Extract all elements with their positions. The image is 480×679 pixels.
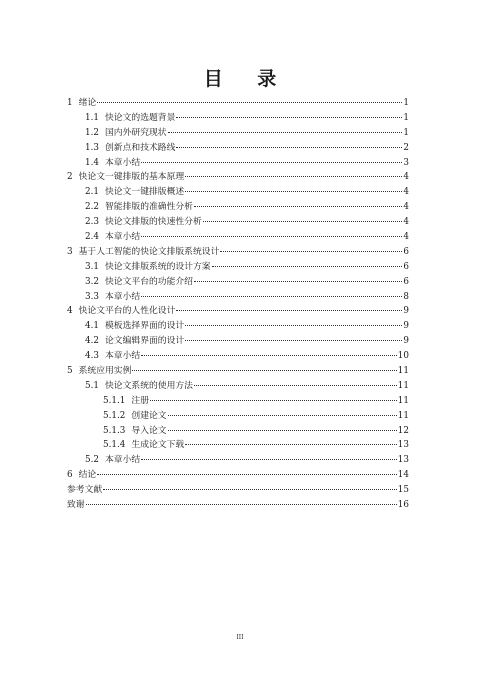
toc-entry-label: 注册 xyxy=(131,395,149,406)
toc-entry-page-number: 11 xyxy=(397,410,409,421)
toc-entry-text xyxy=(85,185,184,200)
toc-entry-label: 本章小结 xyxy=(105,157,141,168)
toc-entry-page-number: 4 xyxy=(403,232,409,243)
toc-entry[interactable] xyxy=(67,275,409,290)
toc-entry-text xyxy=(85,334,184,349)
toc-entry-page-number: 15 xyxy=(397,485,409,496)
dot-leader xyxy=(185,176,402,177)
toc-entry-label: 绪论 xyxy=(78,98,97,108)
toc-entry-text xyxy=(85,230,140,245)
toc-entry-number: 3.3 xyxy=(85,291,99,302)
toc-entry-page-number: 4 xyxy=(403,202,409,213)
toc-entry[interactable] xyxy=(67,438,409,453)
toc-entry-number: 1.2 xyxy=(85,127,99,138)
toc-entry-number: 6 xyxy=(67,470,73,481)
toc-entry[interactable] xyxy=(67,319,409,334)
toc-entry-label: 快论文排版系统的设计方案 xyxy=(105,261,211,272)
toc-entry-number: 2.2 xyxy=(85,202,99,213)
toc-entry-label: 国内外研究现状 xyxy=(105,127,167,138)
toc-entry-page-number: 13 xyxy=(397,455,409,466)
toc-entry-page-number: 11 xyxy=(397,366,409,377)
toc-entry-text xyxy=(85,275,193,290)
dot-leader xyxy=(185,191,402,192)
dot-leader xyxy=(194,281,402,282)
toc-entry[interactable] xyxy=(67,334,409,349)
toc-entry-text xyxy=(67,304,175,319)
toc-entry[interactable] xyxy=(67,498,409,513)
dot-leader xyxy=(168,132,402,133)
dot-leader xyxy=(97,474,397,475)
toc-entry[interactable] xyxy=(67,156,409,171)
toc-entry-label: 快论文一键排版概述 xyxy=(105,187,185,198)
toc-entry-text xyxy=(85,111,175,126)
dot-leader xyxy=(203,221,402,222)
dot-leader xyxy=(168,430,397,431)
toc-entry[interactable] xyxy=(67,394,409,409)
toc-entry-page-number: 6 xyxy=(403,261,409,272)
toc-entry-number: 3.2 xyxy=(85,276,99,287)
toc-entry[interactable] xyxy=(67,468,409,483)
toc-entry-text xyxy=(67,245,219,260)
toc-entry[interactable] xyxy=(67,141,409,156)
toc-entry-number: 5 xyxy=(67,366,73,377)
toc-entry-text xyxy=(103,424,167,439)
toc-entry-number: 4.2 xyxy=(85,336,99,347)
toc-entry-text xyxy=(85,215,202,230)
toc-entry-text xyxy=(67,170,184,185)
toc-entry[interactable] xyxy=(67,230,409,245)
toc-entry[interactable] xyxy=(67,170,409,185)
toc-entry-label: 本章小结 xyxy=(105,351,141,362)
dot-leader xyxy=(86,504,397,505)
dot-leader xyxy=(141,162,402,163)
toc-entry-label: 导入论文 xyxy=(131,425,167,436)
toc-entry-label: 快论文一键排版的基本原理 xyxy=(78,172,185,183)
toc-entry-number: 2.3 xyxy=(85,217,99,228)
toc-entry-number: 5.2 xyxy=(85,455,99,466)
toc-entry[interactable] xyxy=(67,215,409,230)
dot-leader xyxy=(176,147,402,148)
toc-entry-text xyxy=(85,260,211,275)
toc-entry-page-number: 12 xyxy=(397,425,409,436)
dot-leader xyxy=(185,325,402,326)
toc-entry-text xyxy=(67,364,131,379)
toc-entry-text xyxy=(85,126,167,141)
toc-entry-number: 5.1.2 xyxy=(103,410,126,421)
dot-leader xyxy=(97,102,402,103)
toc-entry[interactable] xyxy=(67,111,409,126)
table-of-contents xyxy=(67,96,409,513)
toc-entry-page-number: 6 xyxy=(403,246,409,257)
toc-entry-page-number: 2 xyxy=(403,142,409,153)
toc-entry-text xyxy=(85,379,193,394)
toc-entry[interactable] xyxy=(67,379,409,394)
dot-leader xyxy=(150,400,397,401)
toc-entry-page-number: 4 xyxy=(403,187,409,198)
toc-entry-page-number: 9 xyxy=(403,336,409,347)
toc-entry-page-number: 1 xyxy=(403,127,409,138)
dot-leader xyxy=(220,251,402,252)
toc-entry-number: 1 xyxy=(67,98,73,108)
toc-entry-number: 5.1.4 xyxy=(103,440,126,451)
dot-leader xyxy=(176,310,402,311)
toc-entry-page-number: 14 xyxy=(397,470,409,481)
toc-entry-label: 快论文平台的人性化设计 xyxy=(78,306,176,317)
toc-entry-text xyxy=(85,141,175,156)
toc-entry-label: 创新点和技术路线 xyxy=(105,142,176,153)
toc-entry-text xyxy=(67,468,96,483)
toc-entry[interactable] xyxy=(67,364,409,379)
dot-leader xyxy=(194,206,402,207)
toc-entry[interactable] xyxy=(67,409,409,424)
toc-entry-label: 基于人工智能的快论文排版系统设计 xyxy=(78,246,220,257)
toc-entry-number: 3 xyxy=(67,246,73,257)
toc-entry[interactable] xyxy=(67,304,409,319)
dot-leader xyxy=(141,355,397,356)
toc-entry-text xyxy=(85,349,140,364)
toc-entry[interactable] xyxy=(67,424,409,439)
toc-entry[interactable] xyxy=(67,96,409,111)
toc-entry-text xyxy=(103,394,149,409)
dot-leader xyxy=(141,236,402,237)
toc-entry-page-number: 9 xyxy=(403,321,409,332)
page-title: 目 录 xyxy=(203,68,291,90)
toc-entry-page-number: 4 xyxy=(403,172,409,183)
dot-leader xyxy=(185,340,402,341)
toc-entry-page-number: 11 xyxy=(397,395,409,406)
toc-entry-page-number: 1 xyxy=(403,98,409,108)
toc-entry-label: 参考文献 xyxy=(67,485,103,496)
toc-entry-text xyxy=(67,96,96,111)
toc-entry-number: 5.1.3 xyxy=(103,425,126,436)
dot-leader xyxy=(212,266,402,267)
toc-entry-number: 4.3 xyxy=(85,351,99,362)
toc-entry[interactable] xyxy=(67,483,409,498)
toc-entry-text xyxy=(85,319,184,334)
toc-entry-number: 3.1 xyxy=(85,261,99,272)
toc-entry-page-number: 1 xyxy=(403,112,409,123)
toc-entry-label: 结论 xyxy=(78,470,97,481)
toc-entry-label: 快论文系统的使用方法 xyxy=(105,380,193,391)
toc-entry-text xyxy=(67,498,85,513)
toc-entry-page-number: 9 xyxy=(403,306,409,317)
dot-leader xyxy=(141,296,402,297)
toc-entry[interactable] xyxy=(67,245,409,260)
toc-entry-page-number: 6 xyxy=(403,276,409,287)
dot-leader xyxy=(185,444,397,445)
toc-entry-label: 快论文的选题背景 xyxy=(105,112,176,123)
toc-entry-page-number: 16 xyxy=(397,500,409,511)
toc-entry-page-number: 11 xyxy=(397,380,409,391)
toc-entry-label: 本章小结 xyxy=(105,291,141,302)
toc-entry-text xyxy=(85,290,140,305)
toc-entry-label: 论文编辑界面的设计 xyxy=(105,336,185,347)
dot-leader xyxy=(132,370,396,371)
toc-entry-number: 1.4 xyxy=(85,157,99,168)
toc-entry-number: 1.3 xyxy=(85,142,99,153)
toc-entry-page-number: 13 xyxy=(397,440,409,451)
toc-entry-label: 快论文排版的快速性分析 xyxy=(105,217,202,228)
toc-entry[interactable] xyxy=(67,453,409,468)
toc-entry-label: 系统应用实例 xyxy=(78,366,132,377)
toc-entry-number: 5.1 xyxy=(85,380,99,391)
toc-entry-label: 本章小结 xyxy=(105,232,141,243)
toc-entry-number: 2.1 xyxy=(85,187,99,198)
toc-entry-number: 4.1 xyxy=(85,321,99,332)
toc-entry-page-number: 8 xyxy=(403,291,409,302)
dot-leader xyxy=(103,489,397,490)
toc-entry-number: 2.4 xyxy=(85,232,99,243)
toc-entry[interactable] xyxy=(67,126,409,141)
toc-entry-page-number: 3 xyxy=(403,157,409,168)
toc-entry[interactable] xyxy=(67,349,409,364)
toc-entry-label: 致谢 xyxy=(67,500,85,511)
dot-leader xyxy=(176,117,402,118)
toc-entry-label: 本章小结 xyxy=(105,455,141,466)
toc-entry-text xyxy=(103,409,167,424)
toc-entry-label: 快论文平台的功能介绍 xyxy=(105,276,193,287)
dot-leader xyxy=(141,459,397,460)
toc-entry[interactable] xyxy=(67,200,409,215)
page-number-footer: III xyxy=(236,634,244,641)
toc-entry-number: 1.1 xyxy=(85,112,99,123)
toc-entry[interactable] xyxy=(67,290,409,305)
toc-entry-page-number: 10 xyxy=(397,351,409,362)
toc-entry-text xyxy=(85,156,140,171)
toc-entry-text xyxy=(103,438,184,453)
toc-entry-text xyxy=(85,200,193,215)
toc-entry[interactable] xyxy=(67,260,409,275)
toc-entry-label: 创建论文 xyxy=(131,410,167,421)
toc-entry[interactable] xyxy=(67,185,409,200)
dot-leader xyxy=(168,415,397,416)
toc-entry-number: 4 xyxy=(67,306,73,317)
toc-entry-text xyxy=(67,483,102,498)
dot-leader xyxy=(194,385,397,386)
toc-entry-page-number: 4 xyxy=(403,217,409,228)
toc-entry-number: 5.1.1 xyxy=(103,395,126,406)
toc-entry-label: 智能排版的准确性分析 xyxy=(105,202,193,213)
toc-entry-label: 生成论文下载 xyxy=(131,440,185,451)
toc-entry-label: 模板选择界面的设计 xyxy=(105,321,185,332)
toc-entry-text xyxy=(85,453,140,468)
toc-entry-number: 2 xyxy=(67,172,73,183)
